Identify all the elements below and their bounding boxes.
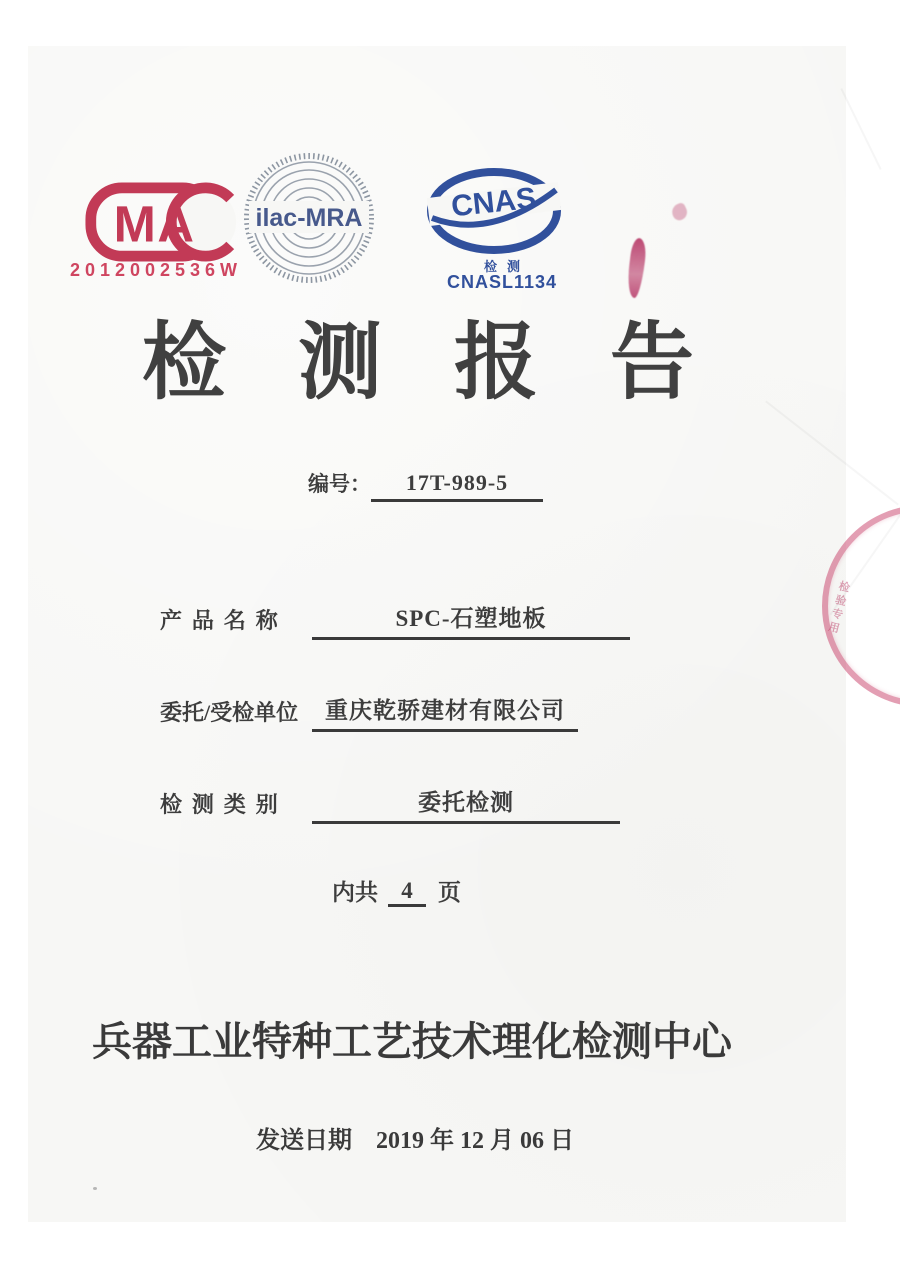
report-number-row xyxy=(308,468,543,502)
cma-certificate-number: 2012002536W xyxy=(69,260,243,280)
pages-prefix: 内共 xyxy=(332,880,378,905)
dispatch-date-value: 2019 年 12 月 06 日 xyxy=(376,1128,574,1154)
client-unit-value: 重庆乾骄建材有限公司 xyxy=(312,692,578,732)
ilac-mra-stamp xyxy=(243,152,375,284)
dispatch-date-label: 发送日期 xyxy=(256,1128,352,1154)
cma-logo xyxy=(84,176,240,268)
client-unit-label: 委托/受检单位 xyxy=(160,700,299,725)
cnas-logo xyxy=(424,166,564,256)
cnas-label: CNAS xyxy=(449,181,538,224)
report-number-label: 编号： xyxy=(308,472,371,496)
test-type-label: 检测类别 xyxy=(160,792,288,817)
field-row-product xyxy=(160,600,630,640)
cma-letter-a: A xyxy=(157,195,194,253)
ilac-label: ilac-MRA xyxy=(255,204,363,232)
paper-speck xyxy=(93,1187,97,1190)
field-row-client xyxy=(160,692,578,732)
pages-suffix: 页 xyxy=(438,880,461,905)
cma-letter-m: M xyxy=(113,195,156,253)
dispatch-date-line xyxy=(256,1120,574,1155)
pages-count-value: 4 xyxy=(388,878,426,907)
report-number-value: 17T-989-5 xyxy=(371,470,543,502)
product-name-value: SPC-石塑地板 xyxy=(312,600,630,640)
issuing-organization: 兵器工业特种工艺技术理化检测中心 xyxy=(92,1019,732,1064)
field-row-test-type xyxy=(160,784,620,824)
cnas-caption: 检测 xyxy=(483,259,530,274)
paper-crease xyxy=(840,88,881,170)
cnas-code: CNASL1134 xyxy=(446,272,558,292)
product-name-label: 产品名称 xyxy=(160,608,288,633)
red-seal-text: 检验专用 xyxy=(825,579,851,637)
document-title: 检测报告 xyxy=(142,317,767,410)
test-type-value: 委托检测 xyxy=(312,784,620,824)
pages-count-line xyxy=(332,874,461,907)
